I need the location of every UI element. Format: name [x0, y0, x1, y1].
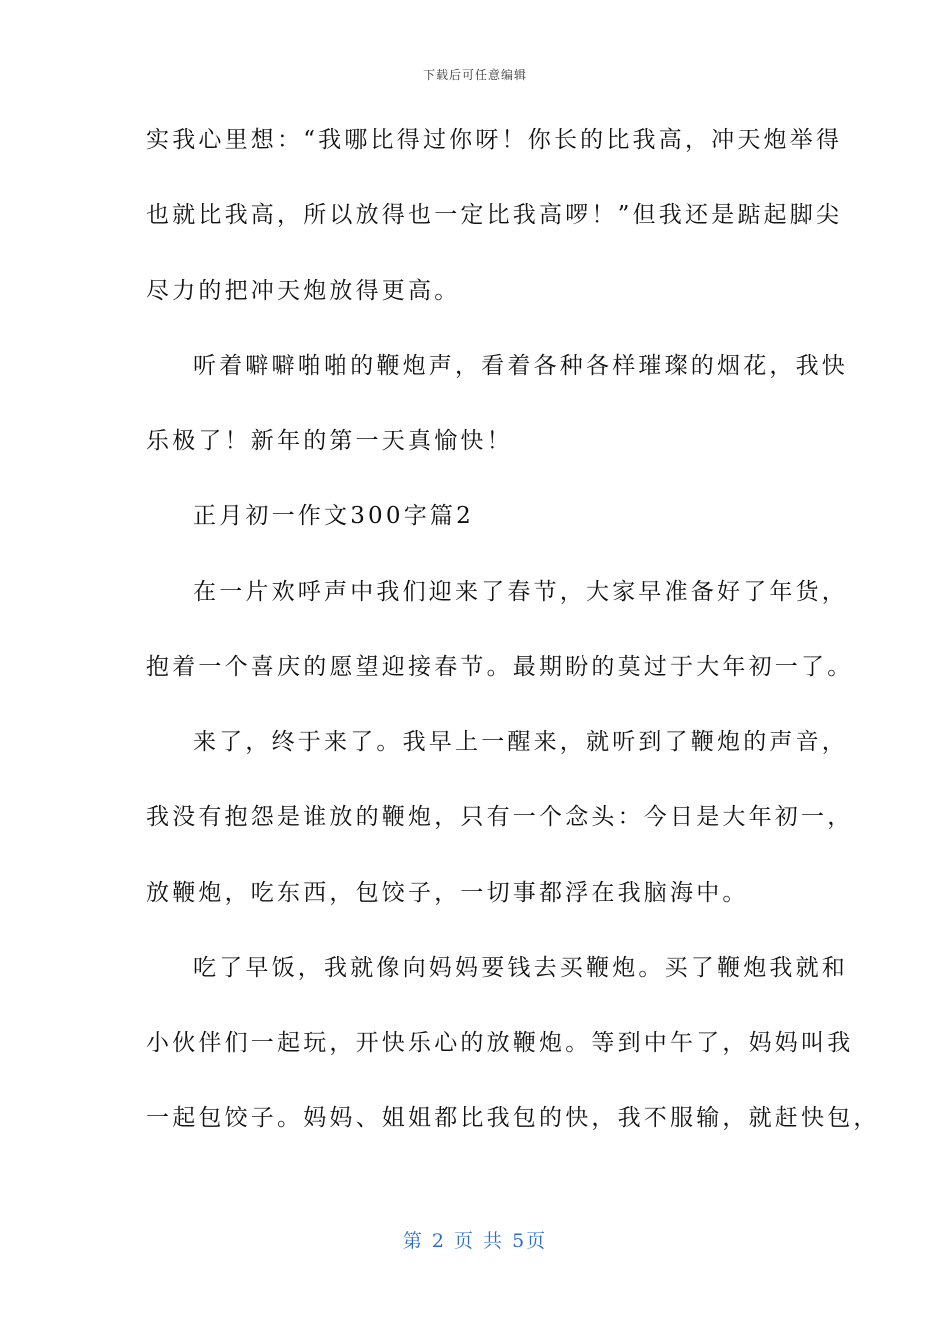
text-line: 一起包饺子。妈妈、姐姐都比我包的快，我不服输，就赶快包， [146, 1105, 880, 1131]
page-header-note: 下载后可任意编辑 [422, 68, 527, 82]
text-line: 实我心里想：“我哪比得过你呀！你长的比我高，冲天炮举得 [146, 127, 843, 153]
paragraph-first-line: 在一片欢呼声中我们迎来了春节，大家早准备好了年货， [193, 579, 848, 605]
paragraph-first-line: 来了，终于来了。我早上一醒来，就听到了鞭炮的声音， [193, 729, 848, 755]
section-heading: 正月初一作文300字篇2 [193, 503, 474, 529]
text-line: 乐极了！新年的第一天真愉快！ [146, 428, 513, 454]
paragraph-first-line: 听着噼噼啪啪的鞭炮声，看着各种各样璀璨的烟花，我快 [193, 353, 848, 379]
text-line: 也就比我高，所以放得也一定比我高啰！”但我还是踮起脚尖 [146, 202, 843, 228]
text-line: 抱着一个喜庆的愿望迎接春节。最期盼的莫过于大年初一了。 [146, 654, 854, 680]
text-line: 放鞭炮，吃东西，包饺子，一切事都浮在我脑海中。 [146, 880, 749, 906]
page-number-footer: 第 2 页 共 5页 [402, 1230, 548, 1252]
text-line: 小伙伴们一起玩，开快乐心的放鞭炮。等到中午了，妈妈叫我 [146, 1030, 854, 1056]
text-line: 尽力的把冲天炮放得更高。 [146, 278, 461, 304]
paragraph-first-line: 吃了早饭，我就像向妈妈要钱去买鞭炮。买了鞭炮我就和 [193, 955, 848, 981]
text-line: 我没有抱怨是谁放的鞭炮，只有一个念头：今日是大年初一， [146, 804, 854, 830]
